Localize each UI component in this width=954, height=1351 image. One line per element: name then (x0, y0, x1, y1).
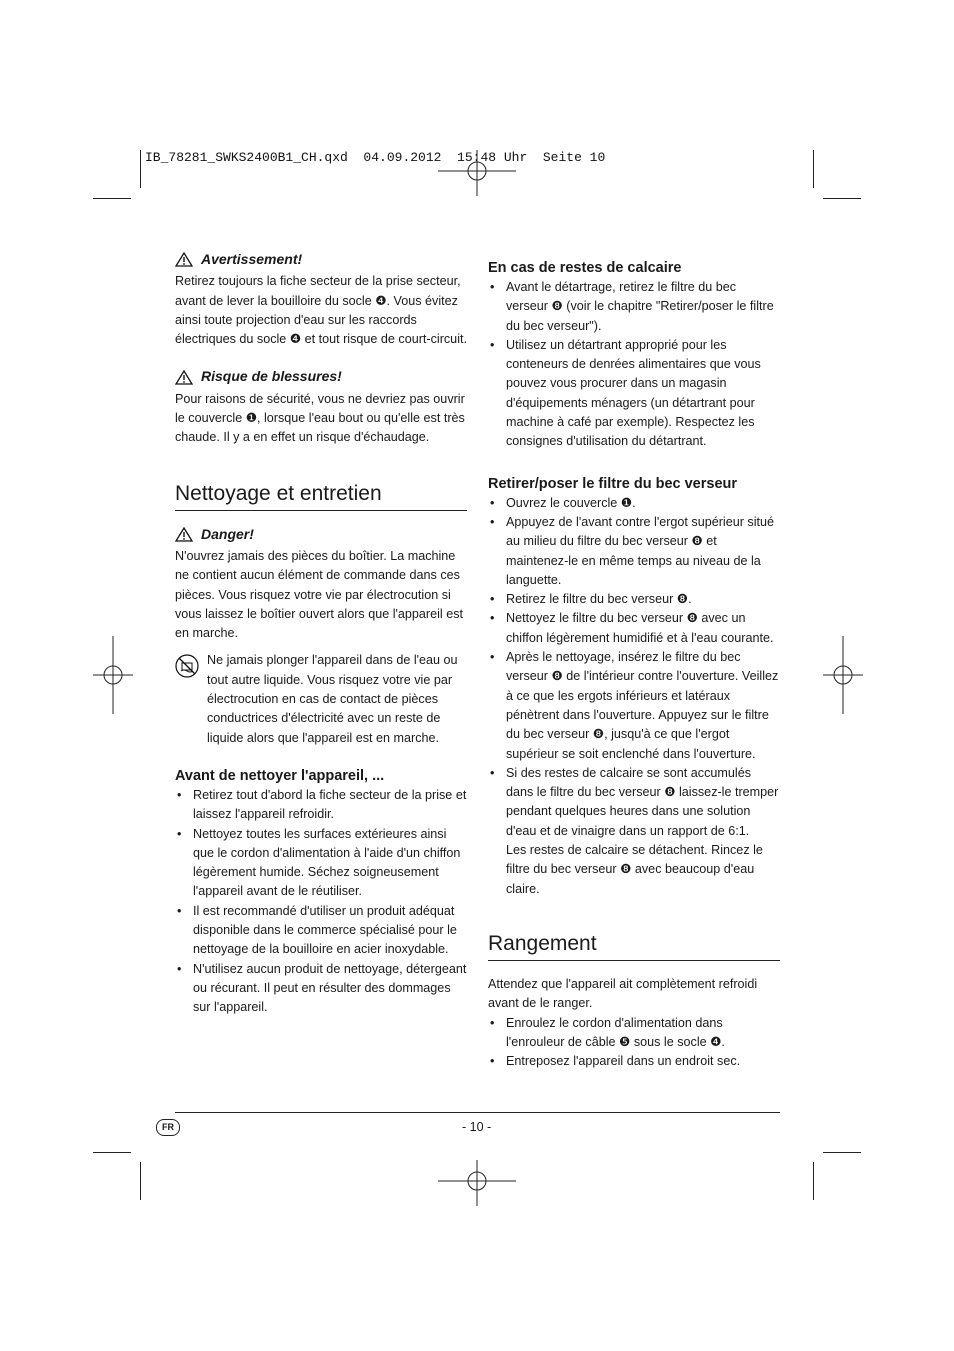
warning-heading (175, 250, 467, 269)
filter-last-note: Les restes de calcaire se détachent. Rincez le filtre du bec verseur ❽ avec beaucoup d'eau claire. (506, 843, 763, 896)
limescale-list (488, 278, 780, 452)
warning-text: Retirez toujours la fiche secteur de la prise secteur, avant de lever la bouilloire du socle ❹. Vous évitez ainsi toute projection d'eau sur les raccords électriques du socle ❹ et tout risque de court-circuit. (175, 274, 467, 347)
registration-mark-right (823, 636, 863, 714)
crop-mark (823, 198, 861, 199)
injury-title: Risque de blessures! (201, 368, 342, 385)
section-title-storage: Rangement (488, 931, 780, 961)
list-item: • Nettoyez toutes les surfaces extérieures ainsi que le cordon d'alimentation à l'aide d'un chiffon légèrement humide. Séchez soigneusement l'appareil avant de le réutiliser. (175, 825, 467, 902)
registration-mark-left (93, 636, 133, 714)
warning-title: Avertissement! (201, 251, 303, 267)
before-clean-list (175, 786, 467, 1018)
list-item: • Enroulez le cordon d'alimentation dans l'enrouleur de câble ❺ sous le socle ❹. (488, 1014, 780, 1053)
limescale-title: En cas de restes de calcaire (488, 260, 682, 276)
warning-triangle-icon (175, 370, 193, 385)
storage-list (488, 1014, 780, 1072)
injury-heading (175, 367, 467, 386)
danger-text: N'ouvrez jamais des pièces du boîtier. La machine ne contient aucun élément de commande dans ces pièces. Vous risquez votre vie par électrocution si vous laissez le boîtier ouvert alors que l'appareil est en marche. (175, 548, 464, 641)
list-item: • Entreposez l'appareil dans un endroit sec. (488, 1052, 780, 1071)
crop-mark (140, 150, 141, 188)
list-item: • Appuyez de l'avant contre l'ergot supérieur situé au milieu du filtre du bec verseur ❽ et maintenez-le en même temps au niveau de la languette. (488, 513, 780, 590)
crop-mark (93, 198, 131, 199)
registration-mark-bottom (438, 1160, 516, 1206)
list-item: • Avant le détartrage, retirez le filtre du bec verseur ❽ (voir le chapitre "Retirer/poser le filtre du bec verseur"). (488, 278, 780, 336)
right-column (488, 258, 780, 1071)
list-item: • Nettoyez le filtre du bec verseur ❽ avec un chiffon légèrement humidifié et à l'eau courante. (488, 609, 780, 648)
list-item: • Si des restes de calcaire se sont accumulés dans le filtre du bec verseur ❽ laissez-le tremper pendant quelques heures dans une solution d'eau et de vinaigre dans un rapport de 6:1. (488, 764, 780, 841)
filter-title: Retirer/poser le filtre du bec verseur (488, 475, 738, 492)
crop-mark (93, 1152, 131, 1153)
print-header-line: IB_78281_SWKS2400B1_CH.qxd 04.09.2012 15:48 Uhr Seite 10 (145, 150, 606, 165)
list-item: • Ouvrez le couvercle ❶. (488, 494, 780, 513)
crop-mark (813, 1162, 814, 1200)
list-item: • Retirez le filtre du bec verseur ❽. (488, 590, 780, 609)
left-column (175, 250, 467, 1018)
danger-heading (175, 525, 467, 544)
before-clean-title: Avant de nettoyer l'appareil, ... (175, 767, 385, 784)
list-item: • Retirez tout d'abord la fiche secteur de la prise et laissez l'appareil refroidir. (175, 786, 467, 825)
list-item: • Il est recommandé d'utiliser un produit adéquat disponible dans le commerce spécialisé pour le nettoyage de la bouilloire en acier inoxydable. (175, 902, 467, 960)
page-number: - 10 - (462, 1120, 492, 1134)
filter-list (488, 494, 780, 841)
crop-mark (140, 1162, 141, 1200)
danger-title: Danger! (201, 525, 254, 542)
storage-intro: Attendez que l'appareil ait complètement refroidi avant de le ranger. (488, 976, 758, 1011)
crop-mark (823, 1152, 861, 1153)
no-immerse-icon (175, 654, 199, 678)
footer-rule (175, 1112, 780, 1113)
no-immerse-block (175, 651, 467, 747)
list-item: • N'utilisez aucun produit de nettoyage, détergeant ou récurant. Il peut en résulter des dommages sur l'appareil. (175, 960, 467, 1018)
warning-triangle-icon (175, 252, 193, 267)
section-title-cleaning: Nettoyage et entretien (175, 481, 467, 511)
no-immerse-text: Ne jamais plonger l'appareil dans de l'eau ou tout autre liquide. Vous risquez votre vie par électrocution en cas de contact de pièces conductrices d'électricité avec un reste de liquide alors que l'appareil est en marche. (207, 653, 458, 745)
registration-mark-top (438, 150, 516, 196)
crop-mark (813, 150, 814, 188)
list-item: • Après le nettoyage, insérez le filtre du bec verseur ❽ de l'intérieur contre l'ouverture. Veillez à ce que les ergots inférieurs et latéraux pénètrent dans l'ouverture. Appuyez sur le filtre du bec verseur ❽, jusqu'à ce que l'ergot supérieur se soit enclenché dans l'ouverture. (488, 648, 780, 764)
list-item: • Utilisez un détartrant approprié pour les conteneurs de denrées alimentaires que vous pouvez vous procurer dans un magasin d'équipements ménagers (un détartrant pour machine à café par exemple). Respectez les consignes d'utilisation du détartrant. (488, 336, 780, 452)
language-badge: FR (156, 1119, 180, 1136)
injury-text: Pour raisons de sécurité, vous ne devriez pas ouvrir le couvercle ❶, lorsque l'eau bout ou qu'elle est très chaude. Il y a en effet un risque d'échaudage. (175, 391, 465, 445)
warning-triangle-icon (175, 527, 193, 542)
